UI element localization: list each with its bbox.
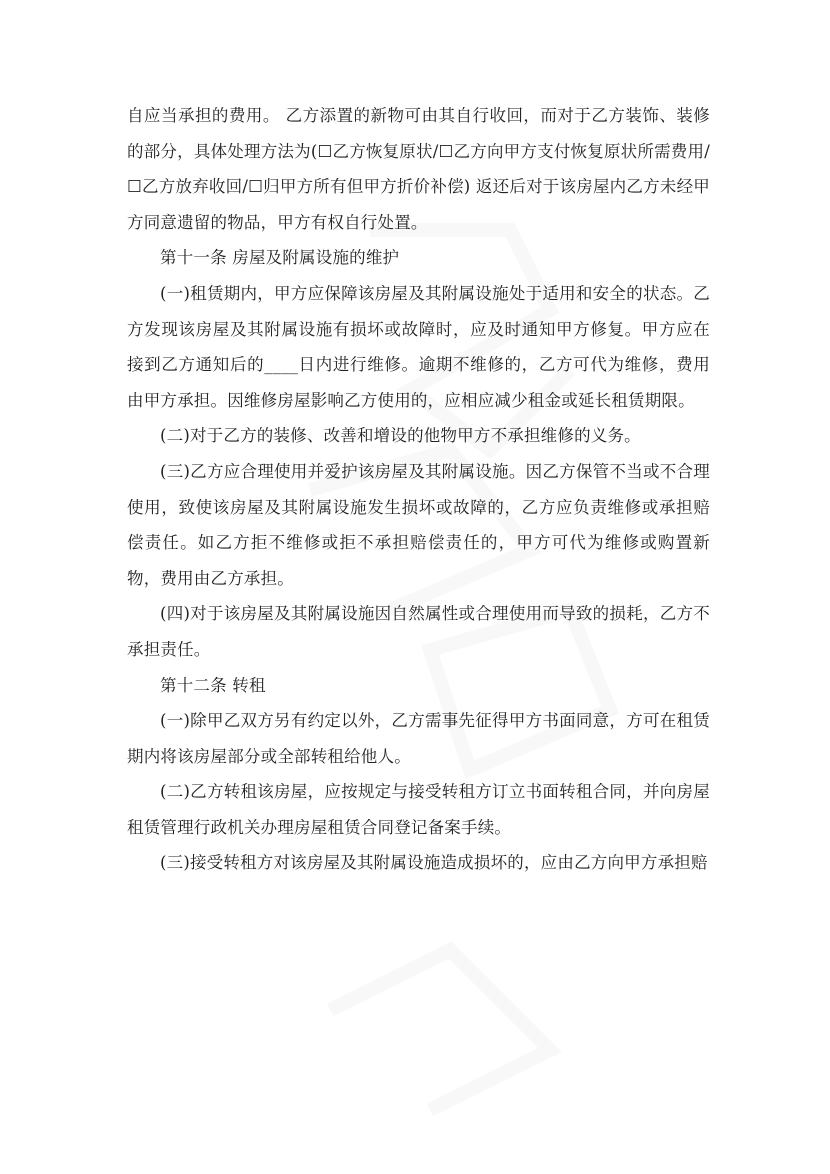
article-12-clause-2: (二)乙方转租该房屋，应按规定与接受转租方订立书面转租合同，并向房屋租赁管理行政机关办理房屋租赁合同登记备案手续。	[127, 782, 710, 837]
document-body	[127, 98, 710, 881]
article-12-clause-3: (三)接受转租方对该房屋及其附属设施造成损坏的，应由乙方向甲方承担赔	[160, 853, 708, 873]
article-11-clause-2: (二)对于乙方的装修、改善和增设的他物甲方不承担维修的义务。	[160, 426, 641, 446]
paragraph-1: 自应当承担的费用。 乙方添置的新物可由其自行收回，而对于乙方装饰、装修的部分，具体处理方法为(☐乙方恢复原状/☐乙方向甲方支付恢复原状所需费用/☐乙方放弃收回/☐归甲方所有但甲方折价补偿) 返还后对于该房屋内乙方未经甲方同意遗留的物品，甲方有权自行处置。	[127, 106, 710, 232]
article-11-clause-3: (三)乙方应合理使用并爱护该房屋及其附属设施。因乙方保管不当或不合理使用，致使该房屋及其附属设施发生损坏或故障的，乙方应负责维修或承担赔偿责任。如乙方拒不维修或拒不承担赔偿责任的，甲方可代为维修或购置新物，费用由乙方承担。	[127, 461, 710, 588]
article-12-clause-1: (一)除甲乙双方另有约定以外，乙方需事先征得甲方书面同意，方可在租赁期内将该房屋部分或全部转租给他人。	[127, 711, 710, 766]
article-11-clause-1: (一)租赁期内，甲方应保障该房屋及其附属设施处于适用和安全的状态。乙方发现该房屋及其附属设施有损坏或故障时，应及时通知甲方修复。甲方应在接到乙方通知后的____日内进行维修。逾期不维修的，乙方可代为维修，费用由甲方承担。因维修房屋影响乙方使用的，应相应减少租金或延长租赁期限。	[127, 283, 710, 410]
article-11-clause-4: (四)对于该房屋及其附属设施因自然属性或合理使用而导致的损耗，乙方不承担责任。	[127, 604, 710, 659]
article-12-heading: 第十二条 转租	[160, 675, 266, 695]
article-11-heading: 第十一条 房屋及附属设施的维护	[160, 248, 400, 268]
